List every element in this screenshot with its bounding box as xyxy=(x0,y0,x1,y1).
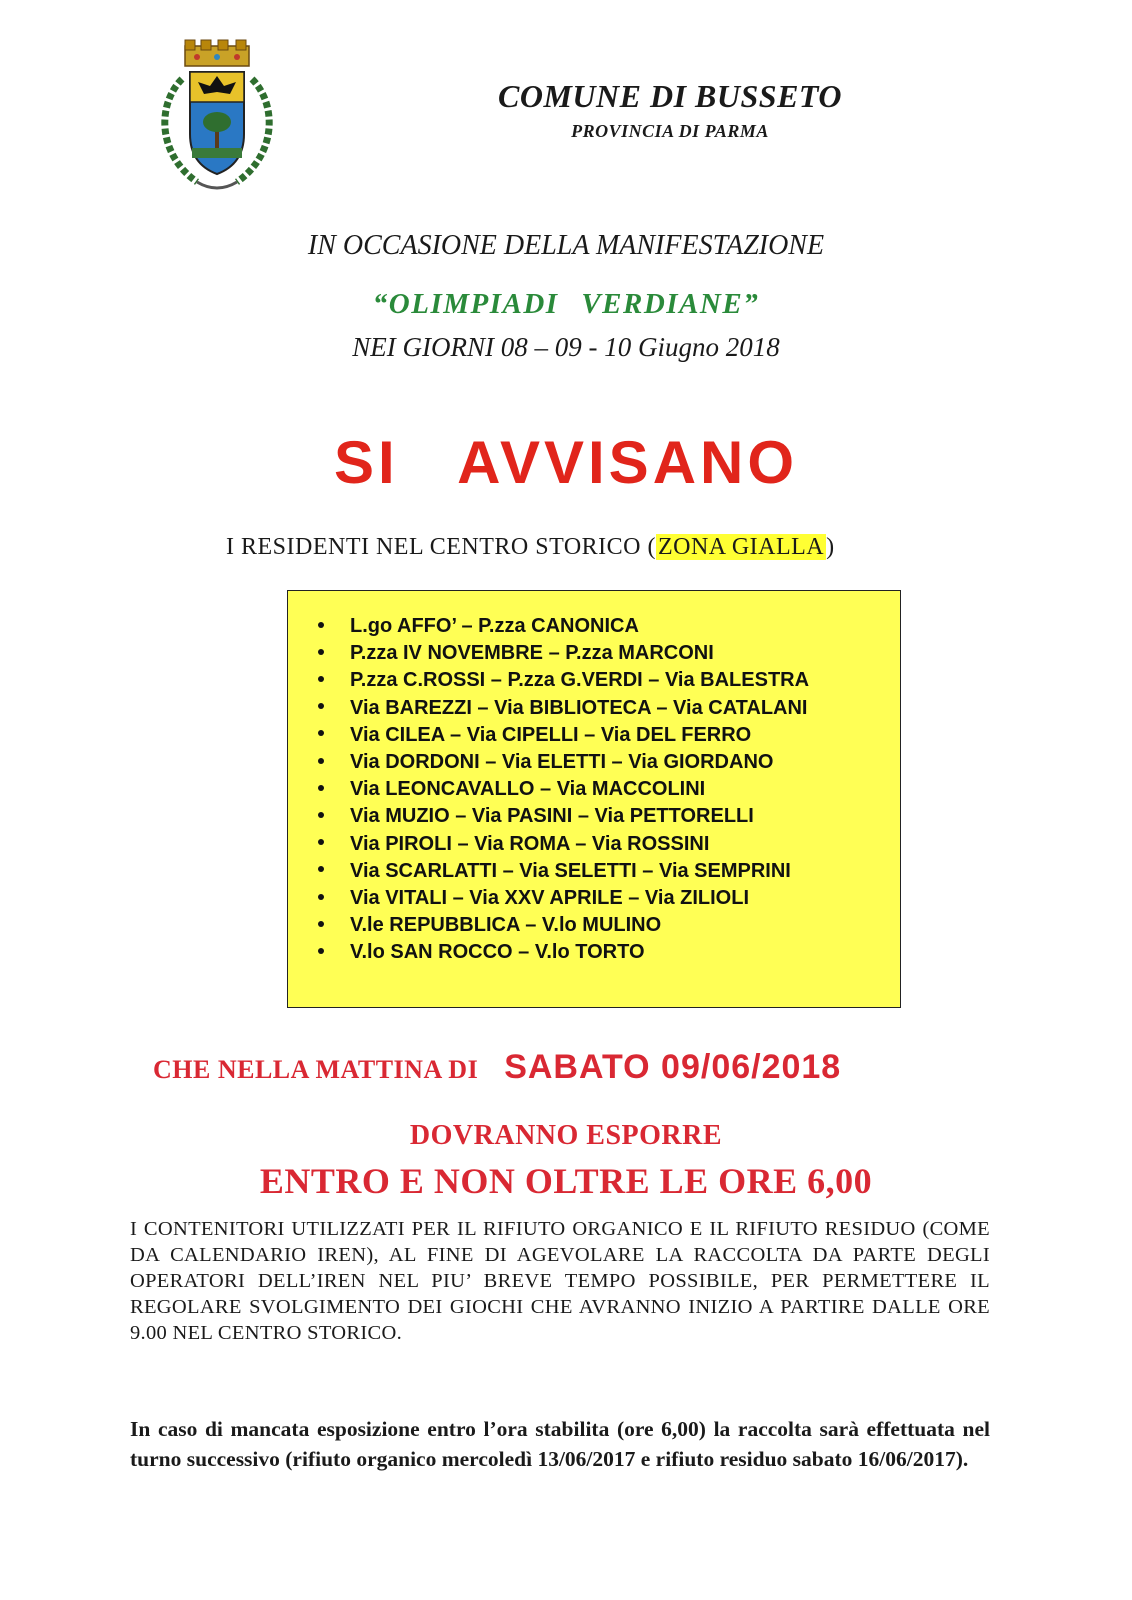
street-name: P.zza C.ROSSI – P.zza G.VERDI – Via BALESTRA xyxy=(350,669,810,692)
street-name: V.lo SAN ROCCO – V.lo TORTO xyxy=(350,941,645,964)
header xyxy=(440,78,900,142)
bullet-icon xyxy=(318,812,324,818)
bullet-icon xyxy=(318,703,324,709)
bullet-icon xyxy=(318,785,324,791)
bullet-icon xyxy=(318,921,324,927)
street-name: Via PIROLI – Via ROMA – Via ROSSINI xyxy=(350,832,710,855)
street-list-item xyxy=(318,749,900,776)
street-list-item xyxy=(318,858,900,885)
bullet-icon xyxy=(318,948,324,954)
morning-lead: CHE NELLA MATTINA DI xyxy=(153,1055,479,1084)
street-list-item xyxy=(318,640,900,667)
street-list xyxy=(288,591,900,966)
bullet-icon xyxy=(318,839,324,845)
street-list-item xyxy=(318,885,900,912)
collection-date: SABATO 09/06/2018 xyxy=(504,1048,842,1086)
coat-of-arms-logo xyxy=(152,34,282,194)
instructions-paragraph: I CONTENITORI UTILIZZATI PER IL RIFIUTO ORGANICO E IL RIFIUTO RESIDUO (COME DA CALENDARIO IREN), AL FINE DI AGEVOLARE LA RACCOLTA DA PARTE DEGLI OPERATORI DELL’IREN NEL PIU’ BREVE TEMPO POSSIBILE, PER PERMETTERE IL REGOLARE SVOLGIMENTO DEI GIOCHI CHE AVRANNO INIZIO A PARTIRE DALLE ORE 9.00 NEL CENTRO STORICO. xyxy=(130,1218,990,1344)
event-title: “OLIMPIADI VERDIANE” xyxy=(372,288,760,320)
residents-line xyxy=(226,534,835,561)
street-list-box xyxy=(287,590,901,1008)
street-name: P.zza IV NOVEMBRE – P.zza MARCONI xyxy=(350,642,714,665)
zone-label: ZONA GIALLA xyxy=(657,534,825,560)
street-list-item xyxy=(318,831,900,858)
crown-icon xyxy=(185,40,249,66)
street-list-item xyxy=(318,939,900,966)
province-name: PROVINCIA DI PARMA xyxy=(571,121,769,141)
street-list-item xyxy=(318,695,900,722)
bullet-icon xyxy=(318,649,324,655)
street-name: Via CILEA – Via CIPELLI – Via DEL FERRO xyxy=(350,723,752,746)
bullet-icon xyxy=(318,758,324,764)
morning-line xyxy=(153,1048,841,1087)
bullet-icon xyxy=(318,866,324,872)
occasion-line: IN OCCASIONE DELLA MANIFESTAZIONE xyxy=(307,230,825,261)
residents-prefix: I RESIDENTI NEL CENTRO STORICO ( xyxy=(226,534,656,560)
street-name: Via LEONCAVALLO – Via MACCOLINI xyxy=(350,778,706,801)
street-name: Via DORDONI – Via ELETTI – Via GIORDANO xyxy=(350,750,774,773)
missed-collection-paragraph: In caso di mancata esposizione entro l’ora stabilita (ore 6,00) la raccolta sarà effettuata nel turno successivo (rifiuto organico mercoledì 13/06/2017 e rifiuto residuo sabato 16/06/2017). xyxy=(130,1417,990,1471)
street-list-item xyxy=(318,912,900,939)
street-list-item xyxy=(318,776,900,803)
street-list-item xyxy=(318,667,900,694)
expose-instruction: DOVRANNO ESPORRE xyxy=(409,1120,723,1151)
street-list-item xyxy=(318,722,900,749)
bullet-icon xyxy=(318,730,324,736)
street-name: Via BAREZZI – Via BIBLIOTECA – Via CATALANI xyxy=(350,696,808,719)
street-list-item xyxy=(318,613,900,640)
deadline-time: ENTRO E NON OLTRE LE ORE 6,00 xyxy=(259,1161,873,1201)
street-name: Via VITALI – Via XXV APRILE – Via ZILIOLI xyxy=(350,886,750,909)
street-name: Via MUZIO – Via PASINI – Via PETTORELLI xyxy=(350,805,754,828)
street-list-item xyxy=(318,803,900,830)
residents-suffix: ) xyxy=(826,534,835,560)
municipality-name: COMUNE DI BUSSETO xyxy=(498,78,842,114)
event-dates: NEI GIORNI 08 – 09 - 10 Giugno 2018 xyxy=(352,332,780,362)
bullet-icon xyxy=(318,622,324,628)
street-name: L.go AFFO’ – P.zza CANONICA xyxy=(350,615,639,637)
bullet-icon xyxy=(318,894,324,900)
notice-headline: SI AVVISANO xyxy=(333,429,799,496)
bullet-icon xyxy=(318,676,324,682)
street-name: Via SCARLATTI – Via SELETTI – Via SEMPRINI xyxy=(350,859,791,882)
street-name: V.le REPUBBLICA – V.lo MULINO xyxy=(350,914,662,937)
